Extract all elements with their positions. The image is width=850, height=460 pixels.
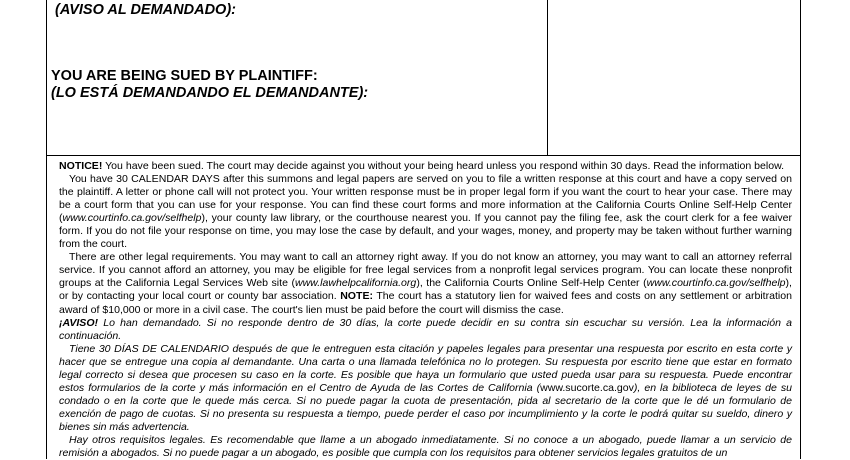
notice-es-paragraph-1 — [59, 317, 792, 343]
notice-text-block — [59, 160, 792, 460]
notice-en-p1-text: You have been sued. The court may decide against you without your being heard unless you respond within 30 days. Read the information below. — [102, 160, 785, 172]
notice-es-paragraph-3 — [59, 434, 792, 460]
selfhelp-link[interactable]: www.courtinfo.ca.gov/selfhelp — [62, 212, 202, 225]
notice-label: NOTICE! — [59, 160, 103, 172]
frame-divider-vertical — [547, 0, 548, 155]
notice-en-p3-a: There are other legal requirements. You may want to call an attorney right away. If you do not know an attorney, you may want to call an attorney referral service. If you cannot afford an attorney, you may be eligible for free legal services from a nonprofit legal services program. You can locate these nonprofit groups at the California Legal Services Web site ( — [59, 251, 792, 290]
notice-en-p3-c: ), or by contacting your local court or county bar association. — [59, 277, 792, 303]
notice-es-p3-a: Hay otros requisitos legales. Es recomendable que llame a un abogado inmediatamente. Si no conoce a un abogado, puede llamar a un servicio de remisión a abogados. Si no puede pagar a un abogado, es posible que cumpla con los requisitos para obtener servicios legales gratuitos de un — [59, 433, 792, 460]
notice-es-paragraph-2 — [59, 343, 792, 434]
notice-es-p2-b: ), en la biblioteca de leyes de su condado o en la corte que le quede más cerca. Si no puede pagar la cuota de presentación, pida al secretario de la corte que le dé un formulario de exención de pago de cuotas. Si no presenta su respuesta a tiempo, puede perder el caso por incumplimiento y la corte le podrá quitar su sueldo, dinero y bienes sin más advertencia. — [59, 381, 792, 433]
notice-en-paragraph-1 — [59, 160, 792, 173]
notice-en-p3-b: ), the California Courts Online Self-Help Center ( — [416, 277, 647, 290]
lawhelp-link[interactable]: www.lawhelpcalifornia.org — [294, 277, 417, 290]
note-label: NOTE: — [340, 290, 373, 303]
notice-en-p3-d: The court has a statutory lien for waived fees and costs on any settlement or arbitration award of $10,000 or more in a civil case. The court's lien must be paid before the court will dismiss the case. — [59, 290, 792, 316]
frame-divider-horizontal — [46, 155, 801, 156]
aviso-label: ¡AVISO! — [59, 316, 99, 329]
notice-es-p1-text: Lo han demandado. Si no responde dentro de 30 días, la corte puede decidir en su contra sin escuchar su versión. Lea la información a continuación. — [59, 316, 792, 342]
sucorte-link[interactable]: www.sucorte.ca.gov — [540, 381, 634, 394]
frame-left-border — [46, 0, 47, 459]
notice-en-paragraph-2 — [59, 173, 792, 251]
notice-en-p2-b: ), your county law library, or the courthouse nearest you. If you cannot pay the filing fee, ask the court clerk for a fee waiver form. If you do not file your response on time, you may lose the case by default, and your wages, money, and property may be taken without further warning from the court. — [59, 212, 792, 251]
notice-en-p2-a: You have 30 CALENDAR DAYS after this summons and legal papers are served on you to file a written response at this court and have a copy served on the plaintiff. A letter or phone call will not protect you. Your written response must be in proper legal form if you want the court to hear your case. There may be a court form that you can use for your response. You can find these court forms and more information at the California Courts Online Self-Help Center ( — [59, 173, 792, 225]
frame-right-border — [800, 0, 801, 459]
notice-es-p2-a: Tiene 30 DÍAS DE CALENDARIO después de que le entreguen esta citación y papeles legales para presentar una respuesta por escrito en esta corte y hacer que se entregue una copia al demandante. Una carta o una llamada telefónica no lo protegen. Su respuesta por escrito tiene que estar en formato legal correcto si desea que procesen su caso en la corte. Es posible que haya un formulario que usted pueda usar para su respuesta. Puede encontrar estos formularios de la corte y más información en el Centro de Ayuda de las Cortes de California ( — [59, 342, 792, 394]
being-sued-by-plaintiff-es-label: (LO ESTÁ DEMANDANDO EL DEMANDANTE): — [51, 85, 369, 101]
notice-en-paragraph-3 — [59, 251, 792, 316]
being-sued-by-plaintiff-label: YOU ARE BEING SUED BY PLAINTIFF: — [51, 68, 318, 84]
selfhelp-link-2[interactable]: www.courtinfo.ca.gov/selfhelp — [646, 277, 786, 290]
aviso-al-demandado-label: (AVISO AL DEMANDADO): — [55, 2, 236, 18]
